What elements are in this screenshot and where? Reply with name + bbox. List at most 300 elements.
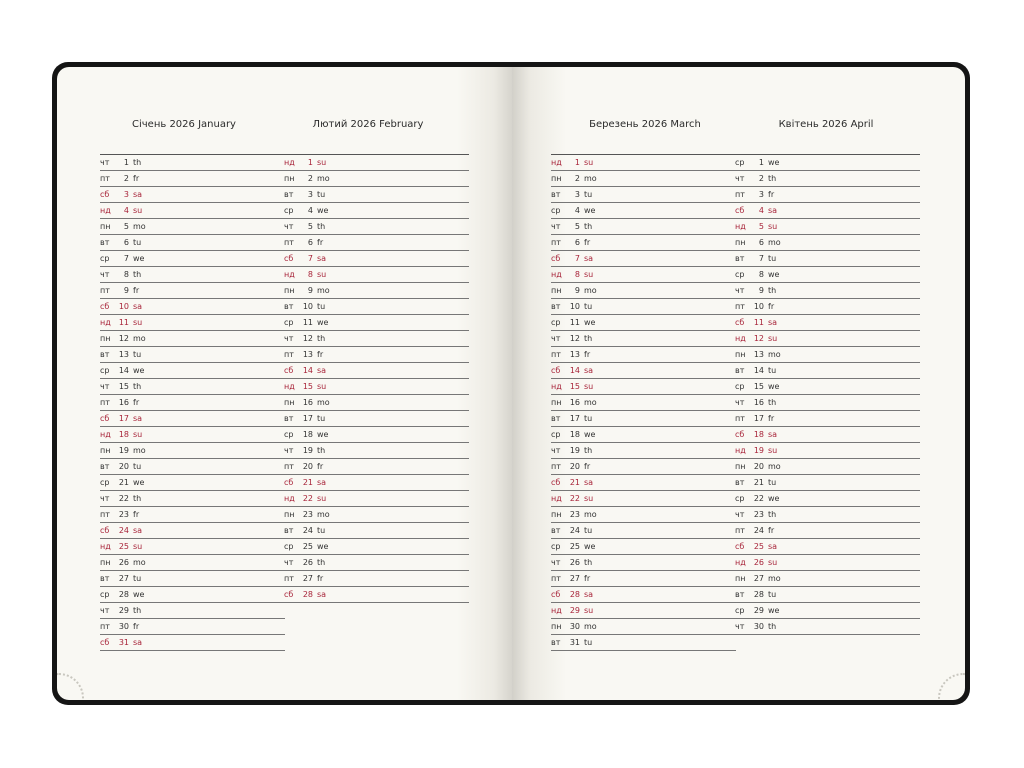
day-abbrev: tu <box>584 190 593 199</box>
day-abbrev: we <box>133 478 145 487</box>
day-row[interactable] <box>735 347 920 363</box>
day-name: ср <box>735 158 745 167</box>
day-name: вт <box>551 526 561 535</box>
day-abbrev: tu <box>317 526 326 535</box>
day-number: 3 <box>574 190 580 199</box>
day-row[interactable] <box>284 491 469 507</box>
day-row[interactable] <box>551 299 736 315</box>
day-name: пт <box>100 286 110 295</box>
day-abbrev: th <box>584 558 593 567</box>
day-number: 11 <box>753 318 764 327</box>
day-abbrev: we <box>584 206 596 215</box>
day-row[interactable] <box>735 363 920 379</box>
day-row[interactable] <box>100 219 285 235</box>
day-row[interactable] <box>100 571 285 587</box>
day-number: 4 <box>574 206 580 215</box>
day-row[interactable] <box>735 475 920 491</box>
day-number: 13 <box>118 350 129 359</box>
day-row[interactable] <box>284 203 469 219</box>
day-row[interactable] <box>100 459 285 475</box>
day-abbrev: th <box>584 222 593 231</box>
day-row[interactable] <box>284 539 469 555</box>
day-abbrev: su <box>133 206 143 215</box>
day-row[interactable] <box>551 203 736 219</box>
day-name: ср <box>100 478 110 487</box>
day-name: пн <box>100 446 111 455</box>
day-row[interactable] <box>284 267 469 283</box>
day-row[interactable] <box>284 283 469 299</box>
day-name: ср <box>551 206 561 215</box>
day-row[interactable] <box>735 523 920 539</box>
month-title-march: Березень 2026 March <box>589 119 701 130</box>
page-corner-decoration <box>57 673 84 700</box>
day-abbrev: mo <box>317 174 330 183</box>
day-number: 17 <box>302 414 313 423</box>
day-abbrev: sa <box>317 478 327 487</box>
day-number: 2 <box>123 174 129 183</box>
day-row[interactable] <box>551 411 736 427</box>
day-number: 7 <box>307 254 313 263</box>
day-name: сб <box>735 318 745 327</box>
day-name: сб <box>735 206 745 215</box>
day-name: вт <box>100 350 110 359</box>
day-number: 11 <box>302 318 313 327</box>
day-row[interactable] <box>100 267 285 283</box>
day-name: нд <box>284 158 295 167</box>
day-row[interactable] <box>735 395 920 411</box>
day-name: пт <box>100 174 110 183</box>
day-number: 17 <box>569 414 580 423</box>
day-row[interactable] <box>100 379 285 395</box>
day-number: 28 <box>302 590 313 599</box>
day-row[interactable] <box>735 427 920 443</box>
day-abbrev: tu <box>317 414 326 423</box>
day-name: ср <box>735 606 745 615</box>
day-row[interactable] <box>735 187 920 203</box>
day-name: сб <box>100 638 110 647</box>
day-name: ср <box>100 366 110 375</box>
day-abbrev: su <box>133 542 143 551</box>
day-row[interactable] <box>100 635 285 651</box>
day-row[interactable] <box>100 507 285 523</box>
day-row[interactable] <box>100 475 285 491</box>
day-number: 13 <box>569 350 580 359</box>
day-row[interactable] <box>284 171 469 187</box>
day-row[interactable] <box>100 187 285 203</box>
day-row[interactable] <box>100 235 285 251</box>
day-abbrev: mo <box>317 398 330 407</box>
day-row[interactable] <box>735 235 920 251</box>
day-row[interactable] <box>100 411 285 427</box>
day-number: 1 <box>123 158 129 167</box>
day-abbrev: fr <box>133 398 140 407</box>
day-row[interactable] <box>551 475 736 491</box>
day-number: 5 <box>758 222 764 231</box>
day-row[interactable] <box>284 571 469 587</box>
day-number: 28 <box>118 590 129 599</box>
day-name: нд <box>551 270 562 279</box>
day-name: нд <box>735 446 746 455</box>
day-abbrev: sa <box>584 478 594 487</box>
day-name: чт <box>100 270 110 279</box>
day-row[interactable] <box>284 219 469 235</box>
day-row[interactable] <box>551 219 736 235</box>
day-abbrev: fr <box>133 286 140 295</box>
day-row[interactable] <box>100 283 285 299</box>
day-row[interactable] <box>284 395 469 411</box>
day-name: пн <box>551 286 562 295</box>
day-row[interactable] <box>284 555 469 571</box>
day-abbrev: th <box>317 222 326 231</box>
day-number: 1 <box>758 158 764 167</box>
day-number: 22 <box>753 494 764 503</box>
day-name: чт <box>284 446 294 455</box>
day-number: 4 <box>123 206 129 215</box>
day-number: 22 <box>302 494 313 503</box>
day-row[interactable] <box>100 251 285 267</box>
day-row[interactable] <box>551 459 736 475</box>
day-name: чт <box>551 222 561 231</box>
day-number: 11 <box>118 318 129 327</box>
day-row[interactable] <box>735 587 920 603</box>
day-row[interactable] <box>735 491 920 507</box>
day-number: 23 <box>753 510 764 519</box>
day-name: пн <box>100 334 111 343</box>
day-row[interactable] <box>284 523 469 539</box>
day-name: сб <box>284 478 294 487</box>
day-row[interactable] <box>735 331 920 347</box>
day-row[interactable] <box>735 459 920 475</box>
day-row[interactable] <box>284 379 469 395</box>
day-name: сб <box>100 190 110 199</box>
day-row[interactable] <box>100 299 285 315</box>
day-name: ср <box>735 494 745 503</box>
day-name: вт <box>551 190 561 199</box>
day-name: вт <box>551 638 561 647</box>
month-title-april: Квітень 2026 April <box>778 119 874 130</box>
day-abbrev: su <box>584 382 594 391</box>
day-number: 13 <box>753 350 764 359</box>
day-row[interactable] <box>735 603 920 619</box>
day-abbrev: th <box>133 382 142 391</box>
day-row[interactable] <box>284 443 469 459</box>
day-row[interactable] <box>284 299 469 315</box>
month-column-january <box>100 155 285 651</box>
day-row[interactable] <box>551 171 736 187</box>
day-row[interactable] <box>551 619 736 635</box>
day-name: пн <box>735 238 746 247</box>
day-abbrev: we <box>584 430 596 439</box>
day-number: 6 <box>574 238 580 247</box>
day-number: 30 <box>753 622 764 631</box>
day-number: 30 <box>569 622 580 631</box>
day-row[interactable] <box>100 427 285 443</box>
day-name: чт <box>735 286 745 295</box>
day-abbrev: th <box>133 494 142 503</box>
day-name: нд <box>284 382 295 391</box>
day-row[interactable] <box>735 619 920 635</box>
day-row[interactable] <box>551 283 736 299</box>
day-abbrev: tu <box>317 190 326 199</box>
day-number: 7 <box>574 254 580 263</box>
day-abbrev: we <box>317 430 329 439</box>
day-row[interactable] <box>735 539 920 555</box>
day-number: 20 <box>569 462 580 471</box>
day-row[interactable] <box>284 331 469 347</box>
day-row[interactable] <box>100 603 285 619</box>
day-row[interactable] <box>100 331 285 347</box>
day-number: 7 <box>758 254 764 263</box>
day-row[interactable] <box>735 571 920 587</box>
day-name: чт <box>551 558 561 567</box>
day-name: чт <box>284 222 294 231</box>
day-name: пн <box>551 398 562 407</box>
day-number: 4 <box>758 206 764 215</box>
day-name: сб <box>100 302 110 311</box>
day-row[interactable] <box>100 619 285 635</box>
day-abbrev: su <box>317 494 327 503</box>
day-abbrev: sa <box>133 190 143 199</box>
day-abbrev: mo <box>133 558 146 567</box>
day-row[interactable] <box>735 251 920 267</box>
day-row[interactable] <box>551 379 736 395</box>
day-number: 6 <box>758 238 764 247</box>
day-row[interactable] <box>100 347 285 363</box>
month-column-march <box>551 155 736 651</box>
day-row[interactable] <box>284 475 469 491</box>
day-row[interactable] <box>100 315 285 331</box>
day-row[interactable] <box>100 203 285 219</box>
day-row[interactable] <box>735 283 920 299</box>
day-number: 8 <box>758 270 764 279</box>
day-number: 2 <box>307 174 313 183</box>
day-name: пн <box>284 510 295 519</box>
day-row[interactable] <box>551 571 736 587</box>
day-name: чт <box>735 174 745 183</box>
day-abbrev: th <box>133 270 142 279</box>
day-name: вт <box>284 414 294 423</box>
day-row[interactable] <box>284 347 469 363</box>
day-row[interactable] <box>551 363 736 379</box>
day-abbrev: tu <box>133 462 142 471</box>
day-name: сб <box>551 366 561 375</box>
day-name: пн <box>735 350 746 359</box>
day-row[interactable] <box>735 443 920 459</box>
day-abbrev: we <box>768 270 780 279</box>
day-abbrev: fr <box>317 238 324 247</box>
day-name: ср <box>284 318 294 327</box>
day-row[interactable] <box>551 347 736 363</box>
day-row[interactable] <box>735 155 920 171</box>
day-abbrev: we <box>768 382 780 391</box>
day-number: 18 <box>118 430 129 439</box>
day-row[interactable] <box>100 587 285 603</box>
day-name: сб <box>735 542 745 551</box>
day-name: ср <box>284 206 294 215</box>
day-row[interactable] <box>100 491 285 507</box>
day-row[interactable] <box>284 235 469 251</box>
day-abbrev: th <box>317 558 326 567</box>
day-row[interactable] <box>735 219 920 235</box>
day-name: пт <box>100 398 110 407</box>
day-row[interactable] <box>284 587 469 603</box>
day-name: нд <box>100 318 111 327</box>
day-number: 25 <box>569 542 580 551</box>
day-number: 23 <box>302 510 313 519</box>
day-number: 21 <box>753 478 764 487</box>
day-abbrev: we <box>133 366 145 375</box>
day-abbrev: mo <box>584 174 597 183</box>
day-row[interactable] <box>284 251 469 267</box>
day-name: вт <box>284 302 294 311</box>
day-row[interactable] <box>284 155 469 171</box>
day-abbrev: tu <box>133 350 142 359</box>
day-abbrev: sa <box>133 414 143 423</box>
day-row[interactable] <box>735 379 920 395</box>
day-row[interactable] <box>100 523 285 539</box>
day-row[interactable] <box>284 411 469 427</box>
day-name: вт <box>284 190 294 199</box>
day-abbrev: su <box>317 382 327 391</box>
day-number: 24 <box>569 526 580 535</box>
day-abbrev: we <box>317 542 329 551</box>
day-row[interactable] <box>551 427 736 443</box>
day-name: чт <box>100 606 110 615</box>
day-row[interactable] <box>735 507 920 523</box>
day-row[interactable] <box>551 555 736 571</box>
day-row[interactable] <box>735 315 920 331</box>
day-name: нд <box>284 270 295 279</box>
day-name: нд <box>735 334 746 343</box>
day-abbrev: fr <box>133 510 140 519</box>
day-name: ср <box>100 590 110 599</box>
month-column-february <box>284 155 469 603</box>
day-name: ср <box>551 542 561 551</box>
day-row[interactable] <box>284 363 469 379</box>
day-name: пт <box>100 510 110 519</box>
day-number: 25 <box>753 542 764 551</box>
day-row[interactable] <box>735 555 920 571</box>
day-abbrev: fr <box>768 414 775 423</box>
day-number: 1 <box>307 158 313 167</box>
day-number: 26 <box>302 558 313 567</box>
day-number: 15 <box>302 382 313 391</box>
day-number: 13 <box>302 350 313 359</box>
day-row[interactable] <box>100 555 285 571</box>
day-row[interactable] <box>551 523 736 539</box>
day-row[interactable] <box>551 155 736 171</box>
day-name: ср <box>284 542 294 551</box>
day-row[interactable] <box>100 363 285 379</box>
day-row[interactable] <box>551 491 736 507</box>
day-row[interactable] <box>100 539 285 555</box>
day-number: 16 <box>753 398 764 407</box>
day-abbrev: mo <box>768 238 781 247</box>
day-row[interactable] <box>284 459 469 475</box>
day-number: 9 <box>758 286 764 295</box>
day-row[interactable] <box>551 315 736 331</box>
day-name: нд <box>100 430 111 439</box>
day-name: пн <box>284 398 295 407</box>
day-row[interactable] <box>551 235 736 251</box>
day-row[interactable] <box>551 395 736 411</box>
day-abbrev: fr <box>768 190 775 199</box>
day-abbrev: fr <box>317 462 324 471</box>
day-abbrev: we <box>584 318 596 327</box>
day-number: 16 <box>118 398 129 407</box>
day-name: пт <box>100 622 110 631</box>
day-row[interactable] <box>100 443 285 459</box>
day-row[interactable] <box>551 187 736 203</box>
day-row[interactable] <box>735 267 920 283</box>
day-abbrev: su <box>584 606 594 615</box>
day-row[interactable] <box>100 171 285 187</box>
page-corner-decoration <box>938 673 965 700</box>
day-abbrev: su <box>768 334 778 343</box>
day-name: чт <box>735 398 745 407</box>
day-row[interactable] <box>551 251 736 267</box>
day-number: 29 <box>569 606 580 615</box>
day-row[interactable] <box>735 299 920 315</box>
day-row[interactable] <box>551 331 736 347</box>
day-row[interactable] <box>284 507 469 523</box>
day-row[interactable] <box>100 155 285 171</box>
day-row[interactable] <box>551 587 736 603</box>
day-name: пт <box>284 238 294 247</box>
day-abbrev: th <box>584 446 593 455</box>
day-row[interactable] <box>284 315 469 331</box>
month-title-february: Лютий 2026 February <box>312 119 424 130</box>
day-row[interactable] <box>551 267 736 283</box>
day-name: чт <box>284 558 294 567</box>
day-row[interactable] <box>551 507 736 523</box>
day-row[interactable] <box>284 427 469 443</box>
day-row[interactable] <box>551 603 736 619</box>
day-number: 12 <box>569 334 580 343</box>
day-number: 14 <box>753 366 764 375</box>
day-name: ср <box>551 318 561 327</box>
day-row[interactable] <box>100 395 285 411</box>
day-row[interactable] <box>551 635 736 651</box>
day-row[interactable] <box>735 171 920 187</box>
day-row[interactable] <box>735 411 920 427</box>
day-number: 16 <box>569 398 580 407</box>
day-abbrev: fr <box>133 174 140 183</box>
day-number: 7 <box>123 254 129 263</box>
day-abbrev: su <box>133 318 143 327</box>
day-row[interactable] <box>551 539 736 555</box>
day-name: чт <box>735 510 745 519</box>
day-number: 21 <box>118 478 129 487</box>
day-abbrev: sa <box>768 318 778 327</box>
day-number: 5 <box>307 222 313 231</box>
day-number: 24 <box>753 526 764 535</box>
day-number: 3 <box>758 190 764 199</box>
day-abbrev: fr <box>768 526 775 535</box>
day-number: 24 <box>118 526 129 535</box>
day-row[interactable] <box>735 203 920 219</box>
day-number: 2 <box>574 174 580 183</box>
day-row[interactable] <box>284 187 469 203</box>
day-name: вт <box>735 254 745 263</box>
day-number: 19 <box>569 446 580 455</box>
right-page <box>512 67 965 700</box>
day-abbrev: sa <box>768 430 778 439</box>
day-row[interactable] <box>551 443 736 459</box>
day-name: нд <box>735 222 746 231</box>
day-name: пн <box>284 286 295 295</box>
day-number: 19 <box>753 446 764 455</box>
